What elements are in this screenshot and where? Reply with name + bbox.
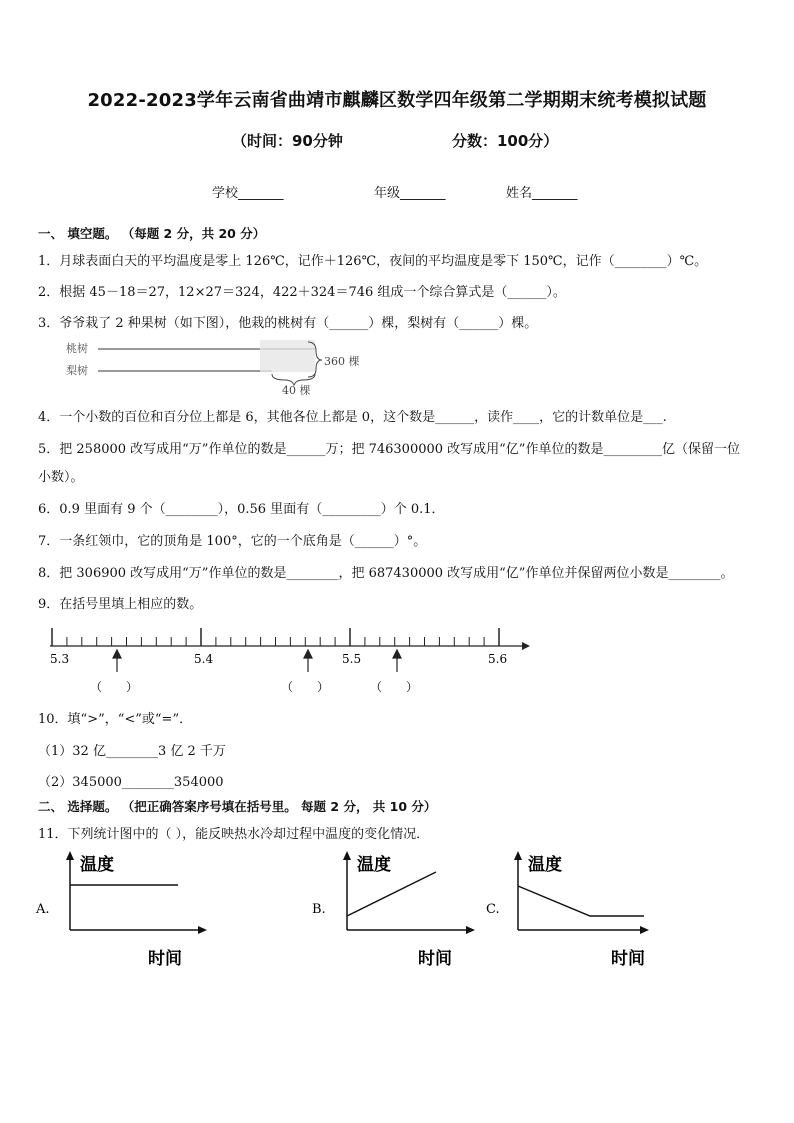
question-1: 1．月球表面白天的平均温度是零上 126℃，记作＋126℃，夜间的平均温度是零下 150℃，记作（________）℃。 xyxy=(38,254,708,269)
number-line-ticks xyxy=(52,628,499,646)
arrow-2-head xyxy=(304,650,312,658)
graph-b-x-arrow xyxy=(466,926,475,934)
school-field[interactable]: 学校_______ xyxy=(212,186,284,201)
arrow-1-head xyxy=(113,650,121,658)
option-c-label[interactable]: C. xyxy=(486,902,500,917)
graph-a xyxy=(66,851,207,969)
tick-label-5-4: 5.4 xyxy=(194,652,214,666)
graph-c-xlabel: 时间 xyxy=(611,949,645,969)
answer-blank-3[interactable]: （ ） xyxy=(370,680,419,694)
question-2: 2．根据 45－18＝27，12×27＝324，422＋324＝746 组成一个综合算式是（______）。 xyxy=(38,285,566,300)
question-5-line2: 小数）。 xyxy=(38,470,84,485)
question-6: 6．0.9 里面有 9 个（________），0.56 里面有（_________）个 0.1． xyxy=(38,502,445,517)
tick-label-5-3: 5.3 xyxy=(50,652,70,666)
graph-b xyxy=(343,851,475,969)
answer-blank-1[interactable]: （ ） xyxy=(90,680,139,694)
total-label: 360 棵 xyxy=(324,355,360,368)
tick-label-5-6: 5.6 xyxy=(488,652,508,666)
graph-c-ylabel: 温度 xyxy=(528,855,562,875)
graph-a-y-arrow xyxy=(66,851,74,860)
exam-time: （时间：90分钟 xyxy=(232,132,343,150)
section-fill-blank-title: 一、 填空题。 （每题 2 分，共 20 分） xyxy=(38,226,266,241)
graph-a-x-arrow xyxy=(198,926,207,934)
graph-a-xlabel: 时间 xyxy=(148,949,182,969)
graph-c-y-arrow xyxy=(514,851,522,860)
peach-label: 桃树 xyxy=(66,342,88,355)
graph-b-y-arrow xyxy=(343,851,351,860)
pear-label: 梨树 xyxy=(66,364,88,377)
question-9: 9．在括号里填上相应的数。 xyxy=(38,597,203,612)
tick-label-5-5: 5.5 xyxy=(342,652,362,666)
option-a-label[interactable]: A. xyxy=(36,902,50,917)
name-field[interactable]: 姓名_______ xyxy=(506,186,578,201)
question-10-part-1: （1）32 亿________3 亿 2 千万 xyxy=(38,744,226,759)
temperature-graphs xyxy=(30,848,670,973)
graph-b-xlabel: 时间 xyxy=(418,949,452,969)
fruit-tree-diagram xyxy=(60,336,380,396)
blur-patch xyxy=(260,340,315,372)
number-line xyxy=(40,620,540,698)
number-line-arrowhead xyxy=(522,642,530,650)
question-7: 7．一条红领巾，它的顶角是 100°，它的一个底角是（______）°。 xyxy=(38,534,427,549)
arrow-3-head xyxy=(393,650,401,658)
question-8: 8．把 306900 改写成用“万”作单位的数是________，把 687430000 改写成用“亿”作单位并保留两位小数是________。 xyxy=(38,566,734,581)
graph-c-x-arrow xyxy=(640,926,649,934)
graph-b-line xyxy=(347,872,436,916)
option-b-label[interactable]: B. xyxy=(312,902,326,917)
exam-score: 分数：100分） xyxy=(452,132,559,150)
section-choice-title: 二、 选择题。 （把正确答案序号填在括号里。 每题 2 分， 共 10 分） xyxy=(38,799,437,814)
question-5-line1: 5．把 258000 改写成用“万”作单位的数是______万；把 746300000 改写成用“亿”作单位的数是_________亿（保留一位 xyxy=(38,442,740,457)
question-4: 4．一个小数的百位和百分位上都是 6，其他各位上都是 0，这个数是______，读作____，它的计数单位是___. xyxy=(38,410,667,425)
graph-c xyxy=(514,851,649,969)
question-10-part-2: （2）345000________354000 xyxy=(38,775,224,790)
question-3: 3．爷爷栽了 2 种果树（如下图），他栽的桃树有（______）棵，梨树有（______）棵。 xyxy=(38,316,538,331)
grade-field[interactable]: 年级_______ xyxy=(374,186,446,201)
graph-b-ylabel: 温度 xyxy=(357,855,391,875)
answer-blank-2[interactable]: （ ） xyxy=(281,680,330,694)
page-title: 2022-2023学年云南省曲靖市麒麟区数学四年级第二学期期末统考模拟试题 xyxy=(87,90,707,111)
question-11: 11．下列统计图中的（ ），能反映热水冷却过程中温度的变化情况． xyxy=(38,827,430,842)
graph-a-ylabel: 温度 xyxy=(80,855,114,875)
question-10: 10．填“>”，“<”或“=”． xyxy=(38,712,193,727)
graph-c-line xyxy=(518,886,644,916)
diff-label: 40 棵 xyxy=(282,384,311,396)
